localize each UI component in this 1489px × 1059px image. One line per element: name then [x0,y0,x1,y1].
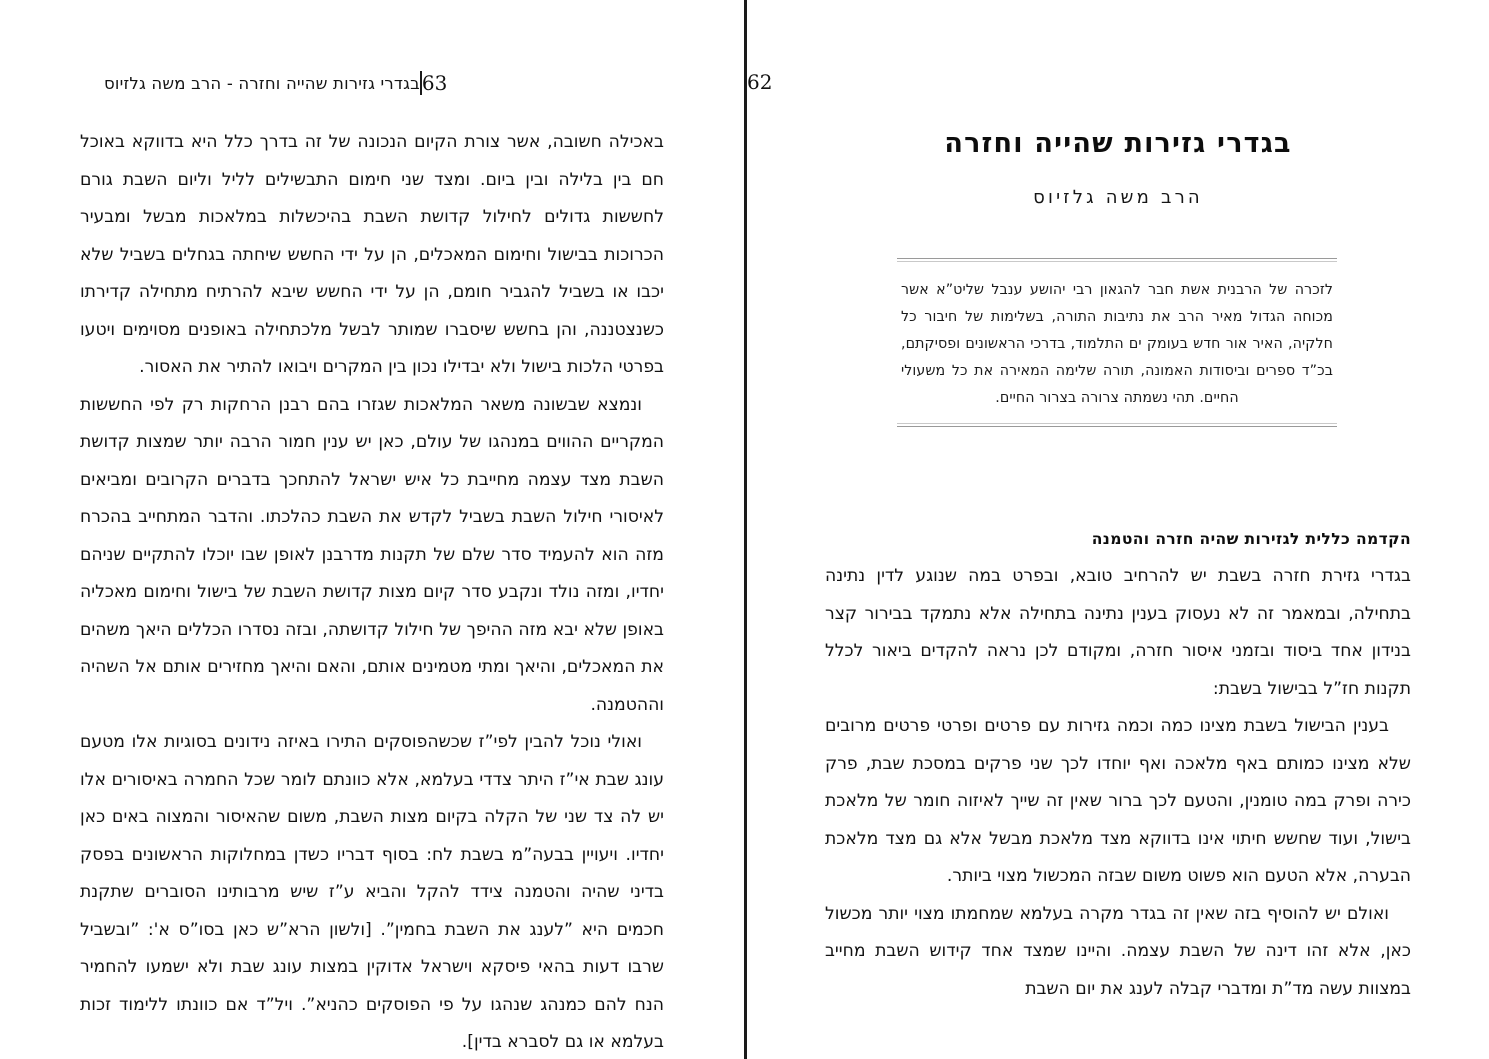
paragraph: בגדרי גזירת חזרה בשבת יש להרחיב טובא, ובפרט במה שנוגע לדין נתינה בתחילה, ובמאמר זה לא נעסוק בענין נתינה בתחילה אלא נתמקד בבירור קצר בנידון אחד ביסוד ובזמני איסור חזרה, ומקודם לכן נראה להקדים ביאור לכלל תקנות חז”ל בבישול בשבת: [825,566,1411,699]
dedication-text: לזכרה של הרבנית אשת חבר להגאון רבי יהושע ענבל שליט”א אשר מכוחה הגדול מאיר הרב את נתיבות התורה, בשלימות של חיבור כל חלקיה, האיר אור חדש בעומק ים התלמוד, בדרכי הראשונים ופסיקתם, בכ”ד ספרים וביסודות האמונה, תורה שלימה המאירה את כל משעולי החיים. תהי נשמתה צרורה בצרור החיים. [901,282,1333,406]
article-author: הרב משה גלזיוס [1033,187,1203,208]
paragraph: ואולם יש להוסיף בזה שאין זה בגדר מקרה בעלמא שמחמתו מצוי יותר מכשול כאן, אלא זהו דינה של השבת עצמה. והיינו שמצד אחד קידוש השבת מחייב במצוות עשה מד”ת ומדברי קבלה לענג את יום השבת [825,903,1411,999]
running-head-separator [420,71,422,95]
paragraph: באכילה חשובה, אשר צורת הקיום הנכונה של זה בדרך כלל היא בדווקא באוכל חם בין בלילה ובין ביום. ומצד שני חימום התבשילים לליל וליום השבת גורם לחששות גדולים לחילול קדושת השבת בהיכשלות במלאכות מבשל ומבעיר הכרוכות בבישול וחימום המאכלים, הן על ידי החשש שיחתה בגחלים בשביל שלא יכבו או בשביל להגביר חומם, הן על ידי החשש שיבא להרתיח מתחילה קדירתו כשנצטננה, והן בחשש שיסברו שמותר לבשל מלכתחילה באופנים מסוימים ויטעו בפרטי הלכות בישול ולא יבדילו נכון בין המקרים ויבואו להתיר את האסור. [80,132,664,377]
verso-body-text [80,124,664,1059]
page-number-verso: 63 [421,71,448,95]
running-head-title: בגדרי גזירות שהייה וחזרה - הרב משה גלזיוס [104,73,420,93]
running-head [78,68,664,98]
page-number-recto: 62 [747,70,773,94]
recto-page [747,0,1489,1059]
recto-body-text [825,524,1411,1008]
article-title: בגדרי גזירות שהייה וחזרה [944,128,1292,159]
paragraph: ואולי נוכל להבין לפי”ז שכשהפוסקים התירו באיזה נידונים בסוגיות אלו מטעם עונג שבת אי”ז היתר צדדי בעלמא, אלא כוונתם לומר שכל החמרה באיסורים אלו יש לה צד שני של הקלה בקיום מצות השבת, משום שהאיסור והמצוה באים כאן יחדיו. ויעויין בבעה”מ בשבת לח: בסוף דבריו כשדן במחלוקות הראשונים בפסק בדיני שהיה והטמנה צידד להקל והביא ע”ז שיש מרבותינו הסוברים שתקנת חכמים היא ”לענג את השבת בחמין”. [ולשון הרא”ש כאן בסו”ס א': ”ובשביל שרבו דעות בהאי פיסקא וישראל אדוקין במצות עונג שבת ולא ישמעו להחמיר הנח להם כמנהג שנהגו על פי הפוסקים כהניא”. ויל”ד אם כוונתו ללימוד זכות בעלמא או גם לסברא בדין]. [80,732,664,1052]
paragraph: בענין הבישול בשבת מצינו כמה וכמה גזירות עם פרטים ופרטי פרטים מרובים שלא מצינו כמותם באף מלאכה ואף יוחדו לכך שני פרקים במסכת שבת, פרק כירה ופרק במה טומנין, והטעם לכך ברור שאין זה שייך לאיזוה חומר של מלאכת בישול, ועוד שחשש חיתוי אינו בדווקא מצד מלאכת מבשל אלא גם מצד מלאכת הבערה, אלא הטעם הוא פשוט משום שבזה המכשול מצוי ביותר. [825,716,1411,886]
dedication-box [897,258,1337,427]
verso-page [0,0,744,1059]
paragraph: ונמצא שבשונה משאר המלאכות שגזרו בהם רבנן הרחקות רק לפי החששות המקריים ההווים במנהגו של עולם, כאן יש ענין חמור הרבה יותר שמצות קדושת השבת מצד עצמה מחייבת כל איש ישראל להתחכך בדברים הקרובים ומביאים לאיסורי חילול השבת בשביל לקדש את השבת כהלכתו. והדבר המתחייב בהכרח מזה הוא להעמיד סדר שלם של תקנות מדרבנן לאופן שבו יוכלו להתקיים שניהם יחדיו, ומזה נולד ונקבע סדר קיום מצות קדושת השבת של בישול וחימום מאכליה באופן שלא יבא מזה ההיפך של חילול קדושתה, ובזה נסדרו הכללים היאך משהים את המאכלים, והיאך ומתי מטמינים אותם, והאם והיאך מחזירים אותם אל השהיה וההטמנה. [80,394,664,715]
section-heading: הקדמה כללית לגזירות שהיה חזרה והטמנה [1091,530,1411,548]
